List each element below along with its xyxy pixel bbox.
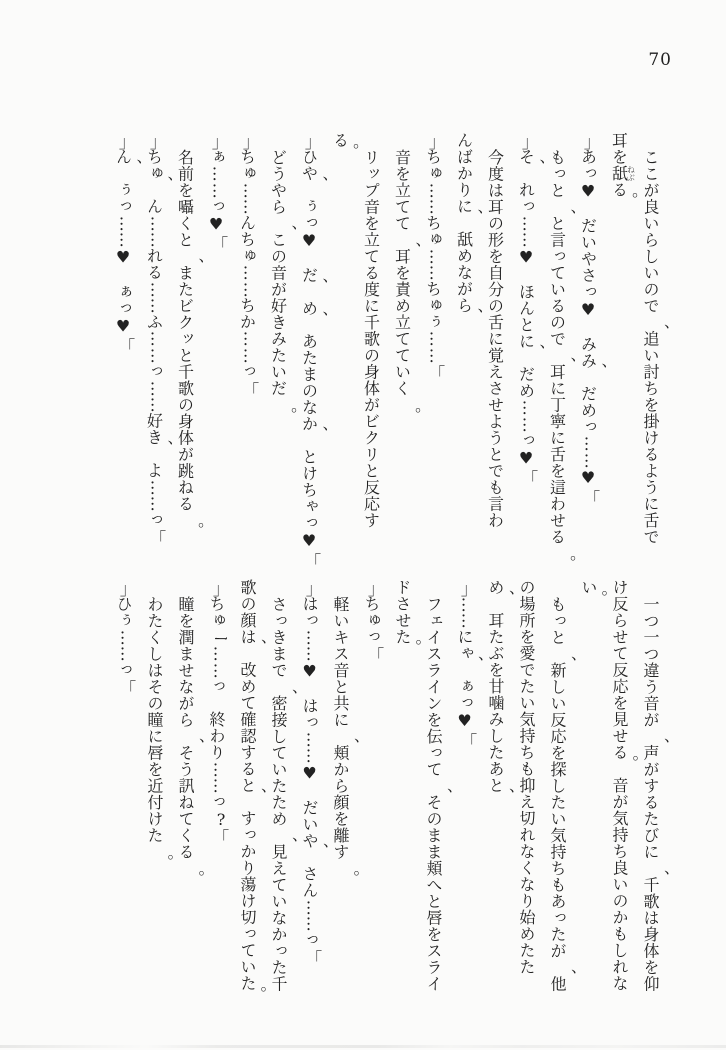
vertical-glyph: … — [116, 213, 136, 233]
vertical-glyph: 、 — [465, 307, 484, 324]
vertical-glyph: … — [147, 345, 167, 365]
vertical-glyph: … — [302, 627, 322, 647]
vertical-glyph: 「 — [119, 578, 136, 598]
vertical-glyph: 、 — [651, 738, 671, 754]
vertical-glyph: … — [519, 414, 539, 434]
vertical-glyph: 、 — [434, 787, 454, 804]
vertical-glyph: 「 — [584, 131, 600, 151]
vertical-glyph: 、 — [279, 837, 299, 853]
vertical-glyph: 、 — [558, 969, 578, 985]
text-line: ここが良いらしいので、追い討ちを掛けるように舌で — [641, 148, 671, 545]
scan-edge-artifact — [0, 1045, 726, 1048]
text-line: リップ音を立てる度に千歌の身体がビクリと反応す — [361, 148, 381, 528]
text-line: んばかりに、舐めながら、 — [454, 132, 484, 324]
vertical-glyph: 、 — [155, 439, 174, 456]
vertical-glyph: 、 — [310, 426, 329, 443]
text-block-lower — [108, 578, 671, 1002]
vertical-glyph: 」 — [367, 644, 384, 664]
vertical-glyph: 。 — [620, 192, 639, 209]
text-line: 「ひや、ぅっ♥だ、め、あたまのなか、とけちゃっ♥」 — [299, 131, 329, 569]
vertical-glyph: 、 — [310, 310, 329, 327]
vertical-glyph: … — [147, 329, 167, 349]
vertical-glyph: … — [116, 230, 136, 250]
vertical-glyph: 。 — [186, 870, 206, 886]
vertical-glyph: … — [457, 594, 477, 614]
vertical-glyph: … — [240, 345, 260, 365]
vertical-glyph: 「 — [305, 578, 322, 598]
vertical-glyph: 「 — [460, 578, 477, 598]
vertical-glyph: 、 — [496, 589, 516, 606]
vertical-glyph: 、 — [496, 787, 516, 804]
vertical-glyph: 、 — [465, 655, 485, 672]
vertical-glyph: … — [240, 329, 260, 349]
vertical-glyph: 、 — [558, 357, 577, 373]
vertical-glyph: 」 — [522, 467, 538, 487]
vertical-glyph: … — [147, 296, 167, 316]
vertical-glyph: 、 — [155, 175, 174, 192]
text-line: 「ちゅー……っ終わり……っ?」 — [207, 578, 231, 845]
fullwidth-space — [584, 320, 600, 337]
page-number: 70 — [648, 50, 672, 70]
fullwidth-space — [306, 681, 322, 698]
vertical-glyph: 、 — [651, 870, 671, 886]
vertical-glyph: 。 — [558, 555, 577, 571]
vertical-glyph: 、 — [124, 159, 143, 176]
vertical-glyph: 、 — [527, 343, 546, 360]
vertical-glyph: 、 — [186, 258, 205, 274]
text-line: 「はっ……♥はっ……♥だいや、さん……っ」 — [300, 578, 330, 967]
text-line: 「ひぅ……っ」 — [114, 578, 136, 697]
vertical-glyph: 「 — [212, 131, 228, 151]
vertical-glyph: … — [209, 776, 229, 796]
ruby-annotated-word: 舐ねぶ — [609, 165, 636, 182]
vertical-glyph: 「 — [429, 131, 445, 151]
fullwidth-space — [522, 267, 538, 284]
vertical-glyph: … — [426, 345, 446, 365]
vertical-glyph: 」 — [429, 362, 445, 382]
vertical-glyph: 「 — [305, 131, 321, 151]
vertical-glyph: … — [240, 263, 260, 283]
vertical-glyph: 」 — [212, 233, 228, 253]
vertical-glyph: … — [426, 197, 446, 217]
text-line: 「そ、れっ……♥ほんとに、だめ……っ♥」 — [516, 131, 546, 487]
vertical-glyph: 。 — [620, 754, 640, 771]
vertical-glyph: 。 — [248, 985, 268, 1002]
vertical-glyph: 。 — [155, 853, 175, 870]
text-line: い。 — [579, 579, 609, 606]
text-line: 「ぁ……っ♥」 — [206, 131, 229, 253]
vertical-glyph: … — [581, 434, 601, 454]
vertical-glyph: … — [147, 395, 167, 415]
fullwidth-space — [584, 201, 600, 218]
vertical-glyph: 」 — [212, 825, 229, 845]
vertical-glyph: … — [302, 729, 322, 749]
vertical-glyph: 、 — [403, 241, 422, 258]
fullwidth-space — [119, 267, 135, 284]
text-line: 一つ一つ違う音が、声がするたびに、千歌は身体を仰 — [641, 595, 671, 992]
text-line: 「ちゅ、ん……れる……ふ……っ……好き、よ……っ」 — [144, 131, 174, 547]
vertical-glyph: 、 — [558, 208, 577, 225]
text-line: ドさせた。 — [393, 579, 423, 656]
text-line: どうやら、この音が好きみたいだ。 — [268, 148, 298, 423]
vertical-glyph: 。 — [403, 406, 422, 423]
text-block-upper — [108, 131, 671, 571]
vertical-glyph: … — [147, 378, 167, 398]
vertical-glyph: … — [209, 180, 229, 200]
vertical-glyph: 。 — [341, 870, 361, 886]
text-line: 名前を囁くと、またビクッと千歌の身体が跳ねる。 — [175, 148, 205, 538]
vertical-glyph: 、 — [186, 738, 206, 754]
text-line: 今度は耳の形を自分の舌に覚えさせようとでも言わ — [485, 148, 505, 528]
text-line: 歌の顔は、改めて確認すると、すっかり蕩け切っていた。 — [238, 579, 268, 1002]
vertical-glyph: 」 — [119, 677, 136, 697]
vertical-glyph: … — [147, 213, 167, 233]
vertical-glyph: 「 — [212, 578, 229, 598]
text-line: 「ん、ぅっ……♥ぁっ♥」 — [113, 131, 143, 355]
vertical-glyph: 、 — [341, 738, 361, 754]
vertical-glyph: … — [426, 246, 446, 266]
vertical-glyph: 、 — [651, 324, 671, 340]
text-line: け反らせて反応を見せる。音が気持ち良いのかもしれな — [610, 579, 640, 992]
vertical-glyph: 。 — [186, 522, 205, 538]
text-line: さっきまで、密接していたため、見えていなかった千 — [269, 595, 299, 992]
vertical-glyph: … — [426, 263, 446, 283]
vertical-glyph: 「 — [119, 131, 135, 151]
text-line: 「あっ♥だいやさっ♥みみ、だめっ……♥」 — [578, 131, 608, 506]
vertical-glyph: 、 — [279, 225, 298, 241]
vertical-glyph: … — [209, 164, 229, 184]
vertical-glyph: … — [240, 279, 260, 299]
vertical-glyph: 」 — [150, 527, 166, 547]
vertical-glyph: 「 — [522, 131, 538, 151]
vertical-glyph: … — [302, 897, 322, 917]
vertical-glyph: … — [147, 279, 167, 299]
vertical-glyph: … — [302, 644, 322, 664]
vertical-glyph: … — [581, 450, 601, 470]
vertical-glyph: 」 — [119, 335, 135, 355]
vertical-glyph: 」 — [460, 729, 477, 749]
text-line: フェイスラインを伝って、そのまま頬へと唇をスライ — [424, 595, 454, 992]
vertical-glyph: … — [426, 180, 446, 200]
vertical-glyph: … — [147, 494, 167, 514]
fullwidth-space — [213, 695, 229, 712]
text-line: 耳を舐ねぶる。 — [609, 132, 639, 209]
text-line: の場所を愛でたい気持ちも抑え切れなくなり始めたた — [517, 579, 536, 975]
text-line: め、耳たぶを甘噛みしたあと、 — [486, 579, 516, 804]
vertical-glyph: 、 — [527, 159, 546, 176]
fullwidth-space — [305, 251, 321, 268]
vertical-glyph: 、 — [310, 277, 329, 294]
vertical-glyph: 「 — [150, 131, 166, 151]
vertical-glyph: ー — [212, 627, 229, 647]
vertical-glyph: … — [519, 398, 539, 418]
vertical-glyph: 、 — [310, 175, 329, 192]
vertical-glyph: 、 — [589, 363, 608, 380]
vertical-glyph: … — [209, 644, 229, 664]
vertical-glyph: … — [457, 611, 477, 631]
vertical-glyph: … — [209, 759, 229, 779]
vertical-glyph: … — [519, 230, 539, 250]
vertical-glyph: 。 — [589, 589, 609, 606]
fullwidth-space — [306, 783, 322, 800]
text-line: 「ちゅ……ちゅ……ちゅぅ……」 — [423, 131, 446, 382]
vertical-glyph: … — [240, 180, 260, 200]
text-line: 「ちゅっ」 — [362, 578, 384, 664]
vertical-glyph: 」 — [243, 378, 259, 398]
vertical-glyph: … — [519, 213, 539, 233]
vertical-glyph: 」 — [305, 549, 321, 569]
text-line: 軽いキス音と共に、頬から顔を離す。 — [331, 595, 361, 886]
text-line: もっと、新しい反応を探したい気持ちもあったが、他 — [548, 595, 578, 992]
vertical-glyph: 「 — [367, 578, 384, 598]
vertical-glyph: … — [116, 644, 136, 664]
vertical-glyph: 」 — [305, 947, 322, 967]
vertical-glyph: 、 — [248, 787, 268, 804]
vertical-glyph: … — [147, 230, 167, 250]
vertical-glyph: 「 — [243, 131, 259, 151]
vertical-glyph: … — [116, 627, 136, 647]
text-line: もっと、と言っているので、耳に丁寧に舌を這わせる。 — [547, 148, 577, 571]
text-line: 「ちゅ……んちゅ……ちか……っ」 — [237, 131, 260, 398]
text-line: わたくしはその瞳に唇を近付けた。 — [145, 595, 175, 870]
vertical-glyph: … — [302, 746, 322, 766]
vertical-glyph: … — [302, 914, 322, 934]
vertical-glyph: … — [147, 477, 167, 497]
text-line: 「……にゃ、ぁっ♥」 — [455, 578, 485, 749]
vertical-glyph: 。 — [341, 142, 360, 159]
vertical-glyph: 、 — [310, 843, 330, 860]
vertical-glyph: 。 — [279, 406, 298, 423]
vertical-glyph: … — [426, 329, 446, 349]
vertical-glyph: ? — [211, 810, 231, 829]
vertical-glyph: 。 — [403, 639, 423, 656]
vertical-glyph: 」 — [584, 486, 600, 506]
text-line: 瞳を潤ませながら、そう訊ねてくる。 — [176, 595, 206, 886]
vertical-glyph: 、 — [558, 655, 578, 672]
vertical-glyph: 、 — [279, 688, 299, 705]
vertical-glyph: … — [240, 197, 260, 217]
vertical-glyph: 、 — [465, 208, 484, 225]
vertical-glyph: … — [209, 660, 229, 680]
text-line: 音を立てて、耳を責め立てていく。 — [392, 148, 422, 423]
vertical-glyph: 、 — [248, 639, 268, 656]
text-line: る。 — [330, 132, 360, 159]
